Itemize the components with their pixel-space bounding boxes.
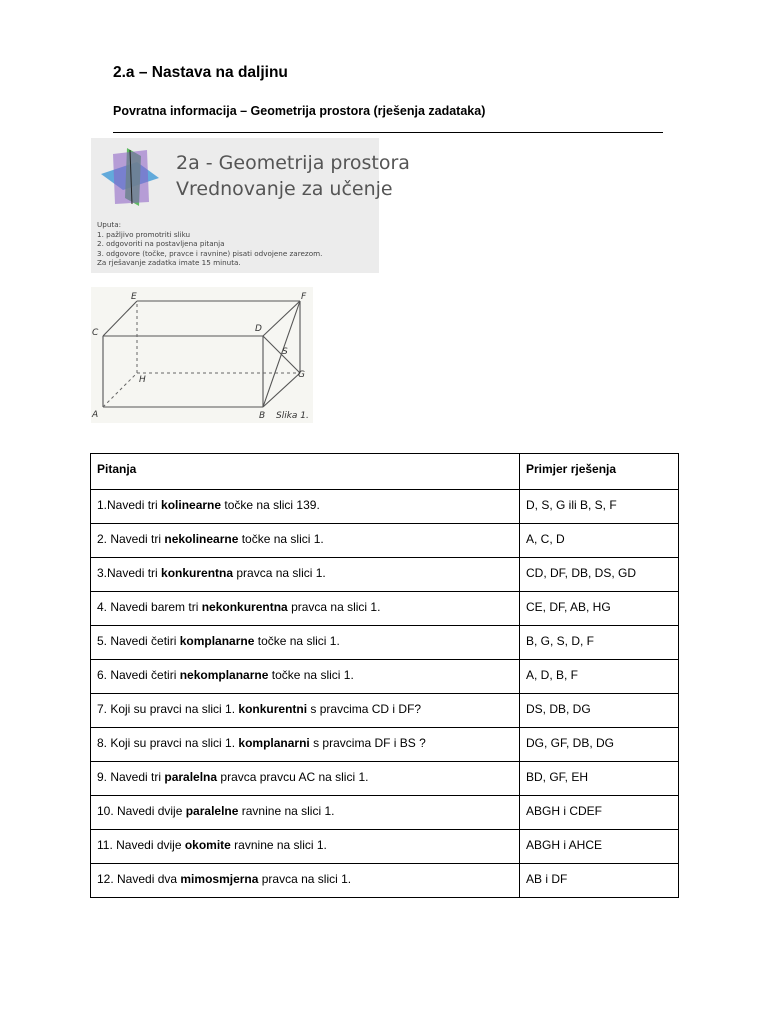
header-question: Pitanja [91,454,520,490]
question-cell [91,524,520,558]
question-pre: 1.Navedi tri [97,498,162,512]
instruction-line: 1. pažljivo promotriti sliku [97,229,191,239]
slide-instructions [97,220,322,268]
answer-cell: ABGH i CDEF [520,796,679,830]
answer-cell: DS, DB, DG [520,694,679,728]
question-keyword: konkurentni [238,702,308,716]
question-post: pravca na slici 1. [233,566,326,580]
label-E: E [131,292,137,302]
answer-cell: AB i DF [520,864,679,898]
table-row [91,490,679,524]
question-keyword: paralelne [185,804,239,818]
table-row [91,796,679,830]
label-C: C [92,328,99,338]
question-keyword: paralelna [164,770,218,784]
answer-cell: ABGH i AHCE [520,830,679,864]
page-subtitle: Povratna informacija – Geometrija prostora (rješenja zadataka) [113,104,486,118]
question-cell [91,660,520,694]
question-cell [91,592,520,626]
question-pre: 10. Navedi dvije [97,804,186,818]
question-cell [91,762,520,796]
table-row [91,524,679,558]
figure-caption: Slika 1. [276,411,309,421]
question-pre: 8. Koji su pravci na slici 1. [97,736,239,750]
question-post: pravca pravcu AC na slici 1. [217,770,369,784]
question-pre: 3.Navedi tri [97,566,162,580]
slide-title-line1: 2a - Geometrija prostora [176,152,410,174]
question-post: ravnine na slici 1. [230,838,327,852]
question-cell [91,558,520,592]
slide-title-line2: Vrednovanje za učenje [176,178,393,200]
label-G: G [298,370,305,380]
question-cell [91,728,520,762]
table-row [91,864,679,898]
question-cell [91,864,520,898]
question-keyword: nekomplanarne [179,668,269,682]
question-keyword: okomite [184,838,231,852]
answer-cell: A, D, B, F [520,660,679,694]
label-D: D [255,324,262,334]
table-row [91,762,679,796]
instruction-line: Za rješavanje zadatka imate 15 minuta. [97,258,241,268]
question-keyword: komplanarni [238,736,310,750]
question-cell [91,626,520,660]
question-pre: 4. Navedi barem tri [97,600,202,614]
question-post: točke na slici 1. [268,668,354,682]
question-post: ravnine na slici 1. [238,804,335,818]
answer-cell: B, G, S, D, F [520,626,679,660]
answer-cell: A, C, D [520,524,679,558]
label-B: B [259,411,266,421]
question-post: pravca na slici 1. [287,600,381,614]
question-pre: 7. Koji su pravci na slici 1. [97,702,239,716]
question-keyword: komplanarne [179,634,255,648]
instruction-line: 2. odgovoriti na postavljena pitanja [97,239,225,249]
question-post: točke na slici 139. [221,498,320,512]
slide-image [91,138,410,273]
table-row [91,626,679,660]
table-row [91,592,679,626]
label-F: F [301,292,307,302]
question-pre: 11. Navedi dvije [97,838,185,852]
question-keyword: nekonkurentna [201,600,288,614]
question-pre: 5. Navedi četiri [97,634,180,648]
table-row [91,830,679,864]
label-H: H [139,375,146,385]
divider-line [113,132,663,133]
instruction-line: Uputa: [97,220,122,229]
question-pre: 9. Navedi tri [97,770,165,784]
question-keyword: nekolinearne [164,532,239,546]
question-post: točke na slici 1. [238,532,324,546]
question-pre: 12. Navedi dva [97,872,181,886]
question-keyword: kolinearne [161,498,222,512]
answer-cell: CD, DF, DB, DS, GD [520,558,679,592]
question-post: s pravcima CD i DF? [307,702,422,716]
table-row [91,694,679,728]
cuboid-figure [91,287,313,423]
header-answer: Primjer rješenja [520,454,679,490]
instruction-line: 3. odgovore (točke, pravce i ravnine) pisati odvojene zarezom. [97,248,323,258]
question-post: pravca na slici 1. [258,872,352,886]
question-pre: 6. Navedi četiri [97,668,180,682]
question-cell [91,796,520,830]
table-row [91,728,679,762]
answer-cell: BD, GF, EH [520,762,679,796]
page-heading: 2.a – Nastava na daljinu [113,64,288,81]
question-cell [91,694,520,728]
question-post: točke na slici 1. [254,634,340,648]
table-row [91,558,679,592]
answer-cell: DG, GF, DB, DG [520,728,679,762]
answer-cell: D, S, G ili B, S, F [520,490,679,524]
question-post: s pravcima DF i BS ? [309,736,426,750]
answer-cell: CE, DF, AB, HG [520,592,679,626]
question-cell [91,490,520,524]
question-keyword: konkurentna [161,566,234,580]
label-A: A [92,410,99,420]
question-cell [91,830,520,864]
label-S: S [282,347,288,357]
table-row [91,660,679,694]
question-pre: 2. Navedi tri [97,532,165,546]
geometry-planes-icon [97,144,163,210]
solutions-table [90,453,679,898]
table-header-row [91,454,679,490]
question-keyword: mimosmjerna [180,872,259,886]
